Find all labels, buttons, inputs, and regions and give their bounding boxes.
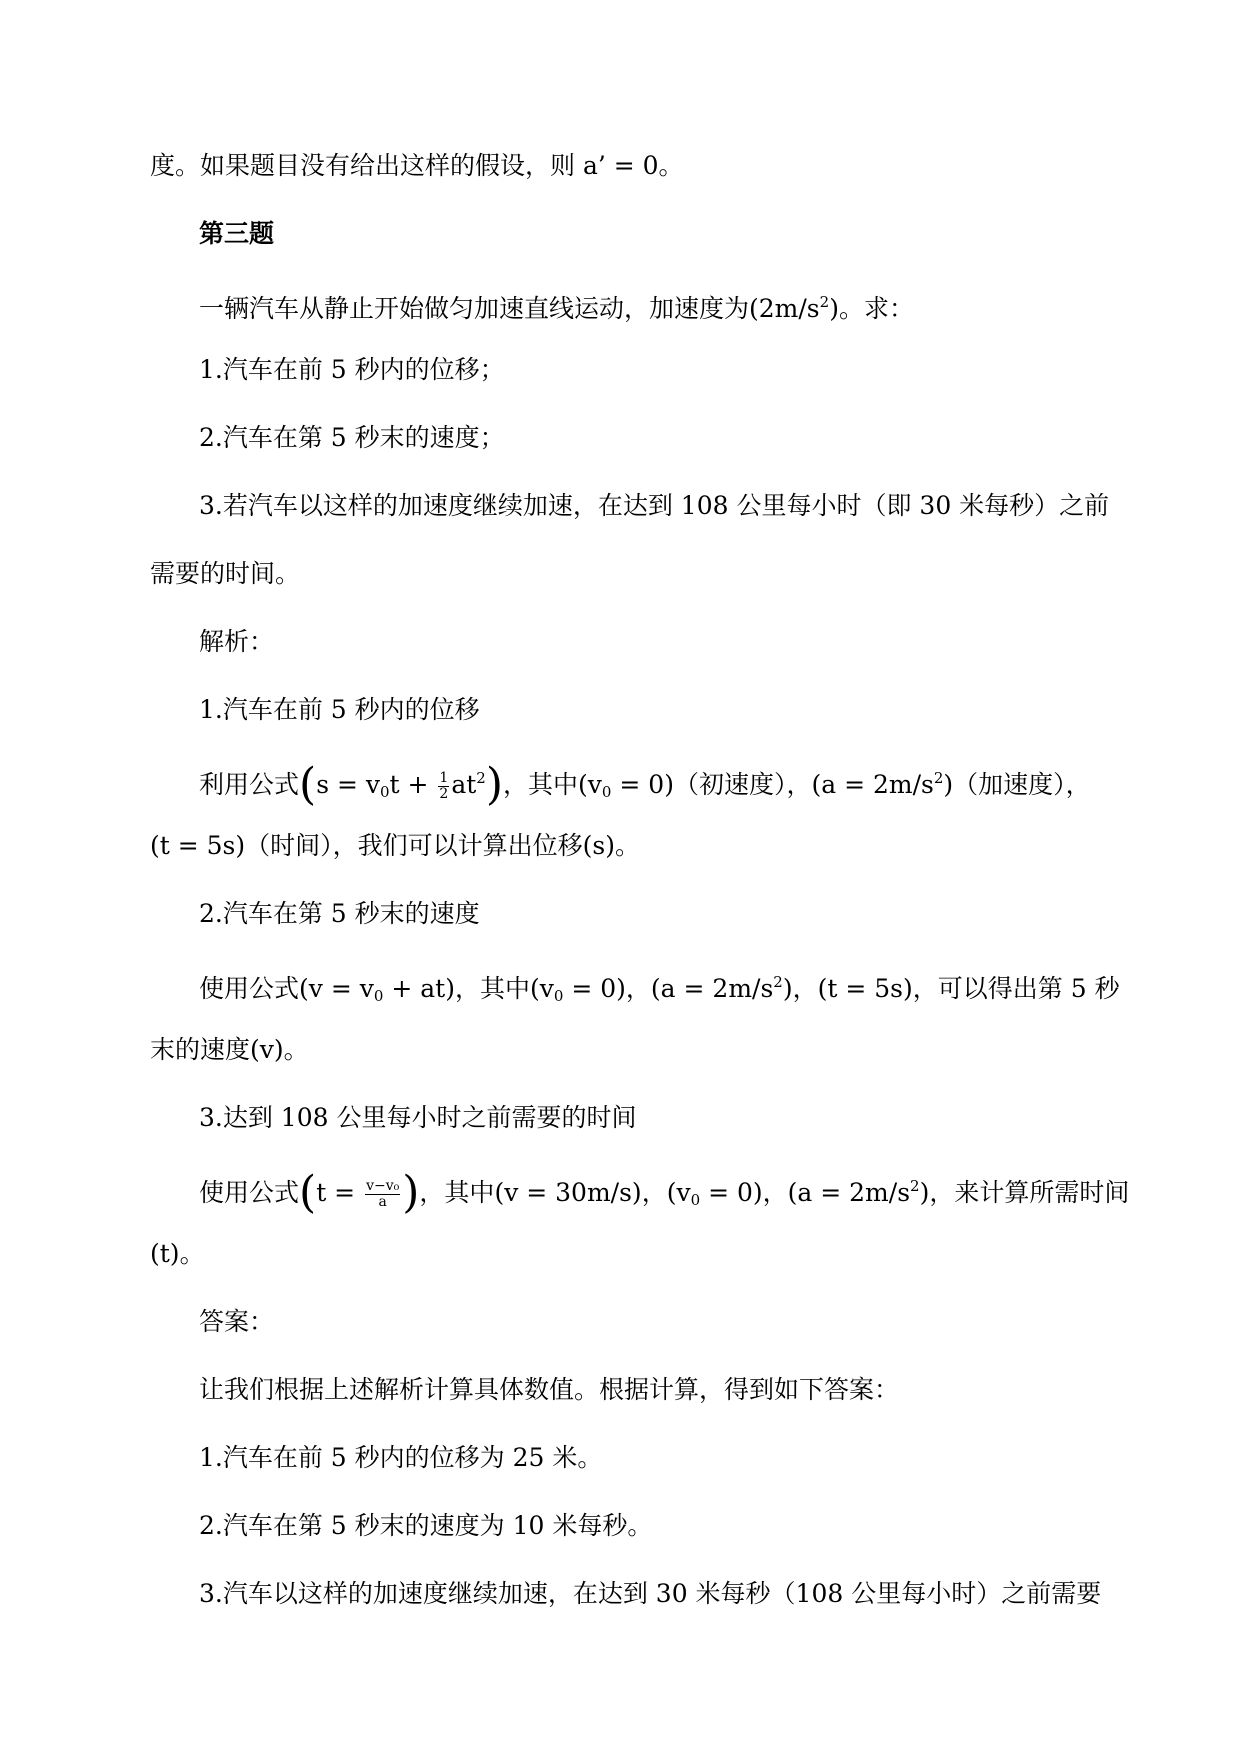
answer-label: 答案： [199, 1307, 275, 1336]
separator: ， [641, 1178, 667, 1207]
analysis-1-formula [199, 759, 1091, 810]
formula-lead: 使用公式 [199, 1178, 300, 1207]
fraction-velocity [365, 1179, 400, 1210]
fraction-denominator: a [378, 1194, 387, 1210]
line-end: 。 [283, 1035, 309, 1064]
a-sup: 2 [910, 1177, 920, 1195]
analysis-3-formula [199, 1167, 1130, 1218]
v-symbol: (v) [250, 1035, 284, 1064]
a-note: （加速度）， [953, 770, 1091, 799]
formula-close-paren: ) [402, 1167, 420, 1218]
v0-open: (v [529, 974, 554, 1003]
v0-note: （初速度）， [673, 770, 812, 799]
v0-value: = 0) [611, 770, 674, 799]
answer-3: 3.汽车以这样的加速度继续加速，在达到 30 米每秒（108 公里每小时）之前需要 [199, 1579, 1102, 1608]
fraction-denominator: 2 [439, 786, 449, 802]
problem-accel-sup: 2 [819, 293, 830, 311]
a-sup: 2 [933, 769, 944, 787]
a-close: ) [919, 1178, 930, 1207]
line-end: 。 [615, 831, 641, 860]
formula-open-paren: ( [299, 759, 317, 810]
formula-mid: ，其中 [454, 974, 530, 1003]
v0-open: (v [666, 1178, 691, 1207]
v0-open: (v [578, 770, 602, 799]
question-1: 1.汽车在前 5 秒内的位移； [199, 355, 505, 384]
answer-1: 1.汽车在前 5 秒内的位移为 25 米。 [199, 1443, 603, 1472]
fraction-numerator: v−v₀ [366, 1178, 400, 1194]
t-note: （时间），我们可以计算出位移 [245, 831, 583, 860]
formula-tail: ，来计算所需时间 [929, 1178, 1130, 1207]
problem-statement [199, 287, 914, 324]
analysis-3-continuation [150, 1239, 205, 1269]
line-end: 。 [179, 1239, 205, 1268]
v0-value: = 0) [700, 1178, 763, 1207]
paragraph-continuation: 度。如果题目没有给出这样的假设，则 a’ = 0。 [150, 151, 684, 180]
v-value: (v = 30m/s) [494, 1178, 642, 1207]
problem-accel: (2m/s [749, 294, 820, 323]
problem-tail: 。求： [838, 294, 914, 323]
formula-open-paren: ( [299, 1167, 317, 1218]
formula-lead: 利用公式 [199, 770, 300, 799]
answer-intro: 让我们根据上述解析计算具体数值。根据计算，得到如下答案： [199, 1375, 900, 1404]
question-2: 2.汽车在第 5 秒末的速度； [199, 423, 505, 452]
analysis-1-continuation [150, 831, 640, 861]
separator: ， [792, 974, 818, 1003]
analysis-2-continuation [150, 1035, 309, 1065]
v0-value: = 0) [563, 974, 626, 1003]
analysis-2-formula [199, 967, 1120, 1011]
formula-v-eq: (v = v [299, 974, 374, 1003]
a-value: (a = 2m/s [811, 770, 934, 799]
formula-t-plus: t + [389, 770, 437, 799]
section-heading: 第三题 [199, 219, 275, 248]
formula-mid: ，其中 [419, 1178, 495, 1207]
formula-tail: ，可以得出第 5 秒 [912, 974, 1120, 1003]
s-symbol: (s) [582, 831, 615, 860]
analysis-1-title: 1.汽车在前 5 秒内的位移 [199, 695, 480, 724]
v0-sub: 0 [690, 1191, 701, 1209]
formula-t-eq: t = [316, 1178, 364, 1207]
analysis-label: 解析： [199, 627, 275, 656]
t-value: (t = 5s) [150, 831, 246, 860]
formula-at: at [451, 770, 477, 799]
separator: ， [625, 974, 651, 1003]
analysis-2-title: 2.汽车在第 5 秒末的速度 [199, 899, 480, 928]
a-close: ) [943, 770, 954, 799]
question-3-continuation: 需要的时间。 [150, 559, 301, 588]
formula-s-eq: s = v [316, 770, 380, 799]
formula-lead: 使用公式 [199, 974, 300, 1003]
v0-sub: 0 [553, 987, 564, 1005]
a-close: ) [782, 974, 793, 1003]
formula-v0-sub: 0 [379, 783, 390, 801]
formula-mid: ，其中 [503, 770, 579, 799]
v0-sub: 0 [601, 783, 612, 801]
t-symbol: (t) [150, 1239, 180, 1268]
separator: ， [762, 1178, 788, 1207]
formula-close-paren: ) [485, 759, 504, 810]
analysis-3-title: 3.达到 108 公里每小时之前需要的时间 [199, 1103, 637, 1132]
formula-v0-sub: 0 [373, 987, 384, 1005]
fraction-half [438, 771, 449, 802]
a-sup: 2 [773, 973, 783, 991]
a-value: (a = 2m/s [650, 974, 774, 1003]
answer-2: 2.汽车在第 5 秒末的速度为 10 米每秒。 [199, 1511, 653, 1540]
formula-plus-at: + at) [383, 974, 455, 1003]
question-3: 3.若汽车以这样的加速度继续加速，在达到 108 公里每小时（即 30 米每秒）之前 [199, 491, 1110, 520]
continuation-lead: 末的速度 [150, 1035, 251, 1064]
problem-accel-close: ) [829, 294, 839, 323]
t-value: (t = 5s) [817, 974, 913, 1003]
problem-lead: 一辆汽车从静止开始做匀加速直线运动，加速度为 [199, 294, 750, 323]
formula-at-sup: 2 [476, 769, 486, 787]
fraction-numerator: 1 [439, 770, 449, 786]
a-value: (a = 2m/s [787, 1178, 911, 1207]
